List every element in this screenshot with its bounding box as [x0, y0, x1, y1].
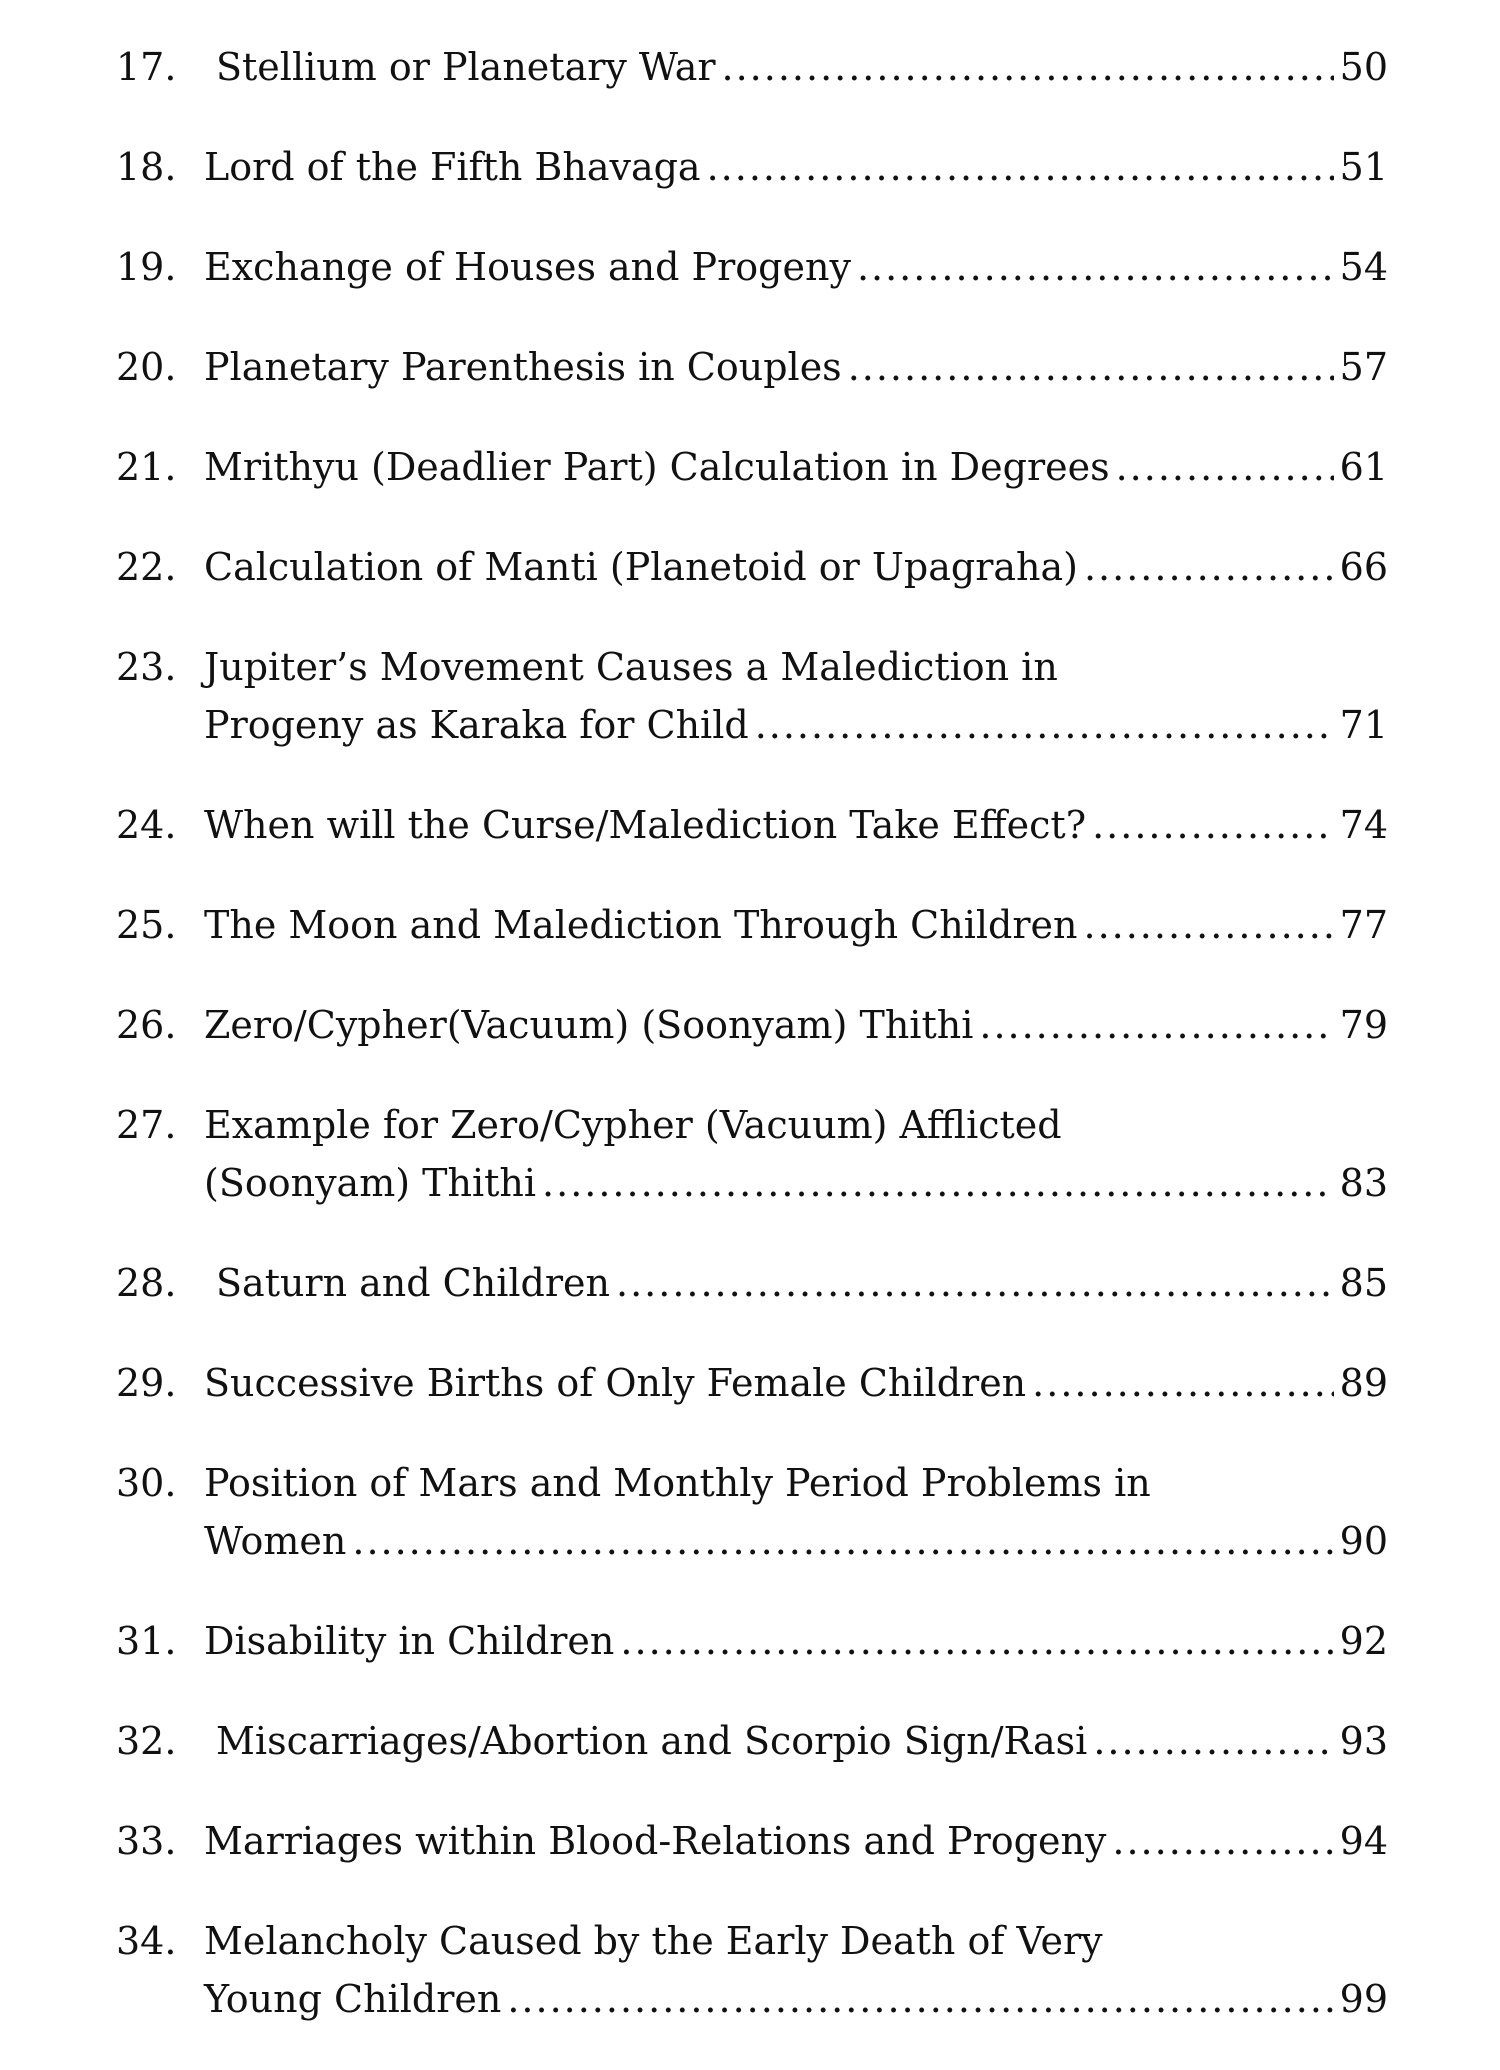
toc-entry-29 — [116, 1354, 1388, 1412]
dot-leader — [857, 238, 1334, 296]
entry-title: When will the Curse/Malediction Take Effect? — [204, 803, 1087, 847]
dot-leader — [848, 338, 1334, 396]
page-number: 92 — [1339, 1619, 1388, 1663]
entry-body — [204, 1354, 1388, 1412]
page-number: 77 — [1339, 903, 1388, 947]
entry-line — [204, 696, 1388, 754]
entry-number: 29. — [116, 1361, 177, 1405]
page-number: 74 — [1339, 803, 1388, 847]
entry-line — [204, 138, 1388, 196]
dot-leader — [707, 138, 1334, 196]
entry-body — [204, 1712, 1388, 1770]
dot-leader — [1112, 1812, 1333, 1870]
page-number: 83 — [1339, 1161, 1388, 1205]
entry-number: 31. — [116, 1619, 177, 1663]
entry-body — [204, 638, 1388, 754]
entry-line — [204, 438, 1388, 496]
dot-leader — [1116, 438, 1334, 496]
entry-line — [204, 1354, 1388, 1412]
page-number: 89 — [1339, 1361, 1388, 1405]
entry-body — [204, 138, 1388, 196]
page-number: 94 — [1339, 1819, 1388, 1863]
page-number: 61 — [1339, 445, 1388, 489]
entry-line — [204, 1096, 1388, 1154]
entry-number: 19. — [116, 245, 177, 289]
entry-number: 23. — [116, 645, 177, 689]
entry-title-line-2: Progeny as Karaka for Child — [204, 703, 749, 747]
entry-number: 17. — [116, 45, 177, 89]
toc-entry-23 — [116, 638, 1388, 754]
toc-entry-25 — [116, 896, 1388, 954]
entry-title: Disability in Children — [204, 1619, 615, 1663]
entry-title: Mrithyu (Deadlier Part) Calculation in Degrees — [204, 445, 1110, 489]
entry-body — [204, 438, 1388, 496]
entry-line — [204, 1512, 1388, 1570]
entry-title: Successive Births of Only Female Children — [204, 1361, 1027, 1405]
page-number: 93 — [1339, 1719, 1388, 1763]
page-number: 71 — [1339, 703, 1388, 747]
page-number: 99 — [1339, 1977, 1388, 2021]
page-number: 51 — [1339, 145, 1388, 189]
entry-line — [204, 996, 1388, 1054]
entry-body — [204, 1612, 1388, 1670]
entry-body — [204, 1254, 1388, 1312]
entry-line — [204, 1254, 1388, 1312]
entry-body — [204, 1812, 1388, 1870]
entry-number: 33. — [116, 1819, 177, 1863]
entry-title: Stellium or Planetary War — [216, 45, 716, 89]
entry-line — [204, 38, 1388, 96]
entry-line — [204, 238, 1388, 296]
entry-line — [204, 1912, 1388, 1970]
page-number: 54 — [1339, 245, 1388, 289]
entry-body — [204, 238, 1388, 296]
page-number: 57 — [1339, 345, 1388, 389]
dot-leader — [620, 1612, 1333, 1670]
entry-number: 20. — [116, 345, 177, 389]
dot-leader — [979, 996, 1333, 1054]
dot-leader — [352, 1512, 1333, 1570]
entry-title: Lord of the Fifth Bhavaga — [204, 145, 701, 189]
toc-entry-28 — [116, 1254, 1388, 1312]
toc-entry-26 — [116, 996, 1388, 1054]
entry-title: Calculation of Manti (Planetoid or Upagraha) — [204, 545, 1078, 589]
entry-line — [204, 1812, 1388, 1870]
page-number: 79 — [1339, 1003, 1388, 1047]
entry-title-line-2: Women — [204, 1519, 347, 1563]
entry-body — [204, 996, 1388, 1054]
dot-leader — [616, 1254, 1334, 1312]
entry-line — [204, 896, 1388, 954]
toc-entry-22 — [116, 538, 1388, 596]
toc-entry-31 — [116, 1612, 1388, 1670]
entry-number: 28. — [116, 1261, 177, 1305]
page-number: 90 — [1339, 1519, 1388, 1563]
dot-leader — [1093, 1712, 1333, 1770]
dot-leader — [722, 38, 1334, 96]
entry-body — [204, 538, 1388, 596]
dot-leader — [542, 1154, 1334, 1212]
entry-title-line-1: Jupiter’s Movement Causes a Malediction in — [204, 645, 1058, 689]
entry-title-line-1: Example for Zero/Cypher (Vacuum) Afflicted — [204, 1103, 1062, 1147]
entry-number: 27. — [116, 1103, 177, 1147]
entry-title-line-2: Young Children — [204, 1977, 502, 2021]
entry-title: Zero/Cypher(Vacuum) (Soonyam) Thithi — [204, 1003, 974, 1047]
page-number: 85 — [1339, 1261, 1388, 1305]
toc-entry-17 — [116, 38, 1388, 96]
entry-body — [204, 338, 1388, 396]
entry-number: 18. — [116, 145, 177, 189]
entry-title: Miscarriages/Abortion and Scorpio Sign/Rasi — [216, 1719, 1088, 1763]
entry-body — [204, 1912, 1388, 2028]
entry-number: 21. — [116, 445, 177, 489]
dot-leader — [507, 1970, 1333, 2028]
toc-entry-33 — [116, 1812, 1388, 1870]
entry-body — [204, 38, 1388, 96]
entry-title: Marriages within Blood-Relations and Progeny — [204, 1819, 1107, 1863]
entry-number: 34. — [116, 1919, 177, 1963]
entry-body — [204, 1454, 1388, 1570]
entry-title: Exchange of Houses and Progeny — [204, 245, 851, 289]
entry-line — [204, 338, 1388, 396]
entry-number: 25. — [116, 903, 177, 947]
entry-body — [204, 896, 1388, 954]
entry-title-line-2: (Soonyam) Thithi — [204, 1161, 537, 1205]
entry-line — [204, 1154, 1388, 1212]
toc-entry-21 — [116, 438, 1388, 496]
toc-entry-19 — [116, 238, 1388, 296]
entry-number: 26. — [116, 1003, 177, 1047]
entry-title-line-1: Melancholy Caused by the Early Death of Very — [204, 1919, 1103, 1963]
toc-entry-30 — [116, 1454, 1388, 1570]
table-of-contents — [116, 38, 1388, 2070]
page-number: 50 — [1339, 45, 1388, 89]
toc-entry-32 — [116, 1712, 1388, 1770]
entry-line — [204, 1612, 1388, 1670]
entry-title-line-1: Position of Mars and Monthly Period Problems in — [204, 1461, 1151, 1505]
dot-leader — [1084, 538, 1334, 596]
entry-title: Saturn and Children — [216, 1261, 610, 1305]
entry-line — [204, 1970, 1388, 2028]
page-number: 66 — [1339, 545, 1388, 589]
entry-line — [204, 1712, 1388, 1770]
toc-entry-24 — [116, 796, 1388, 854]
entry-number: 24. — [116, 803, 177, 847]
entry-body — [204, 1096, 1388, 1212]
toc-entry-20 — [116, 338, 1388, 396]
dot-leader — [755, 696, 1334, 754]
entry-number: 32. — [116, 1719, 177, 1763]
toc-entry-18 — [116, 138, 1388, 196]
entry-title: Planetary Parenthesis in Couples — [204, 345, 842, 389]
entry-line — [204, 796, 1388, 854]
dot-leader — [1083, 896, 1333, 954]
entry-title: The Moon and Malediction Through Children — [204, 903, 1078, 947]
dot-leader — [1032, 1354, 1333, 1412]
toc-entry-34 — [116, 1912, 1388, 2028]
toc-entry-27 — [116, 1096, 1388, 1212]
entry-body — [204, 796, 1388, 854]
dot-leader — [1092, 796, 1334, 854]
entry-line — [204, 1454, 1388, 1512]
entry-number: 22. — [116, 545, 177, 589]
entry-line — [204, 538, 1388, 596]
entry-line — [204, 638, 1388, 696]
entry-number: 30. — [116, 1461, 177, 1505]
